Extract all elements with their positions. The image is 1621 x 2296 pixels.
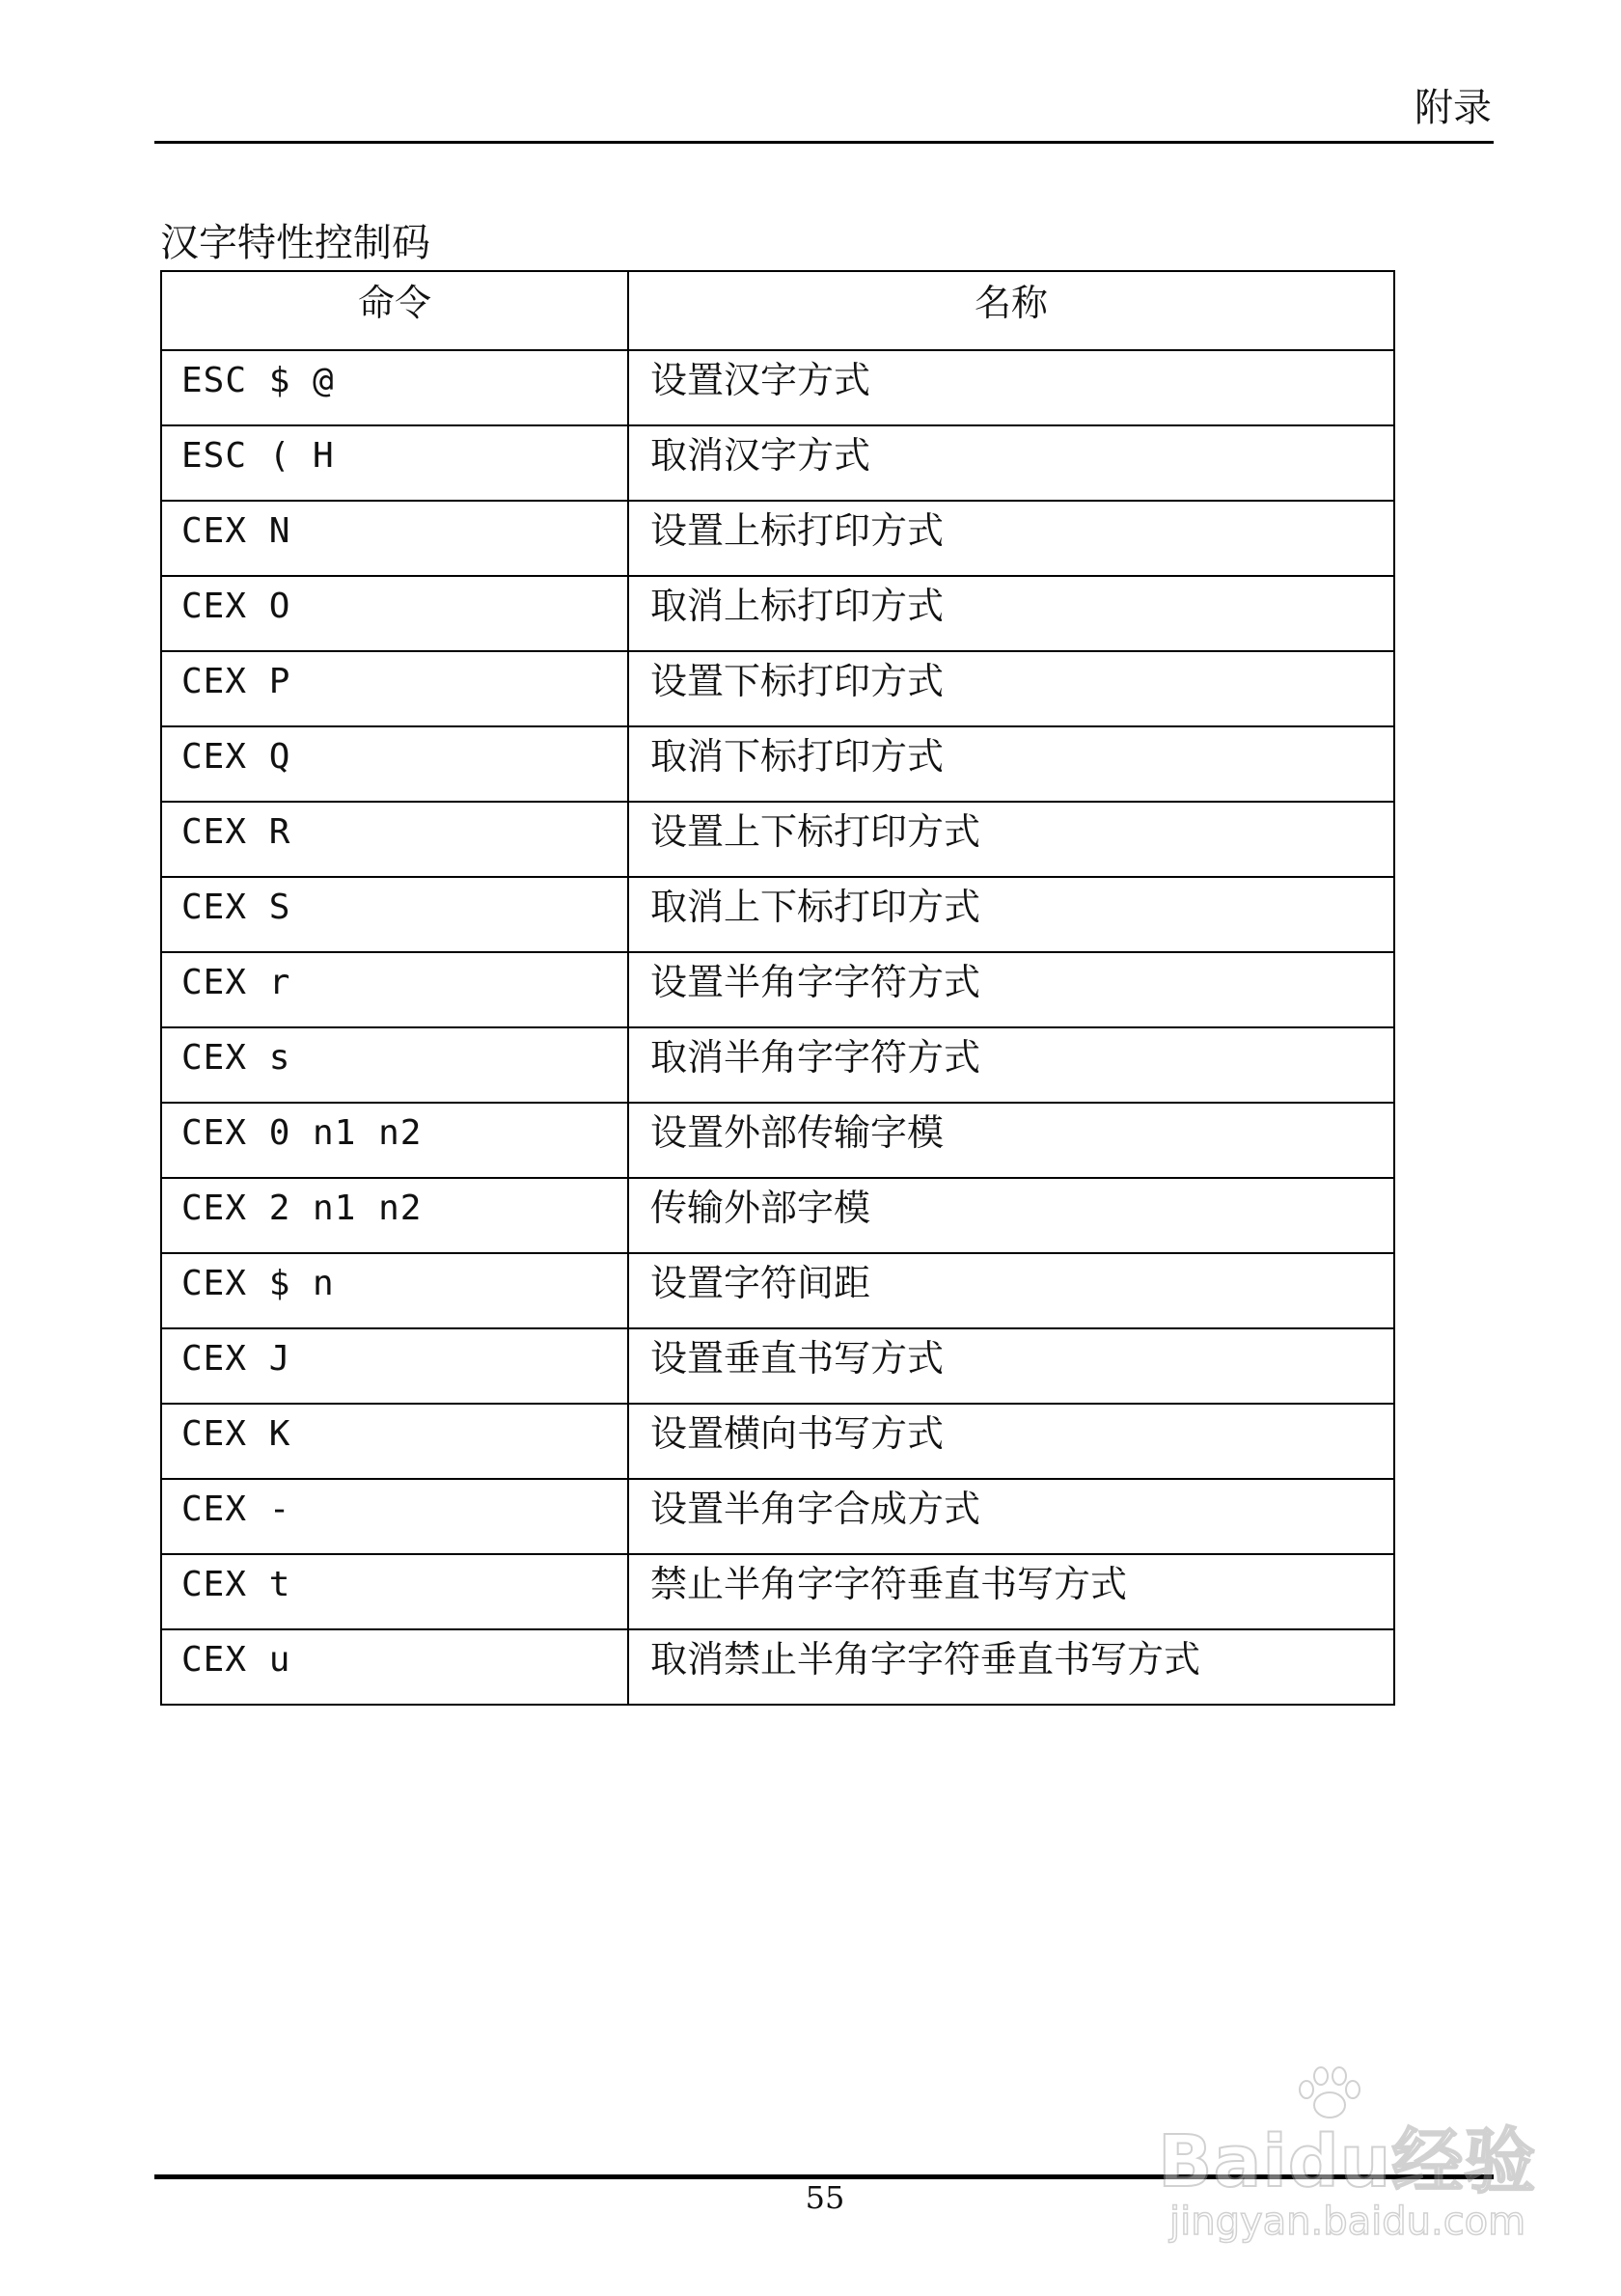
- table-row: [161, 952, 1394, 1027]
- table-row: [161, 425, 1394, 501]
- name-cell: 设置字符间距: [628, 1253, 1394, 1328]
- command-cell: CEX t: [161, 1554, 628, 1629]
- name-cell: 设置半角字字符方式: [628, 952, 1394, 1027]
- command-cell: CEX -: [161, 1479, 628, 1554]
- watermark-url: jingyan.baidu.com: [1169, 2200, 1526, 2244]
- command-cell: CEX O: [161, 576, 628, 651]
- table-row: [161, 350, 1394, 425]
- watermark-logo: [1158, 2064, 1544, 2248]
- table-row: [161, 1554, 1394, 1629]
- name-cell: 传输外部字模: [628, 1178, 1394, 1253]
- command-cell: ESC $ @: [161, 350, 628, 425]
- table-row: [161, 651, 1394, 726]
- table-row: [161, 1178, 1394, 1253]
- header-rule: [154, 141, 1494, 144]
- name-cell: 设置汉字方式: [628, 350, 1394, 425]
- control-code-table: [160, 270, 1395, 1706]
- table-row: [161, 802, 1394, 877]
- table-row: [161, 1328, 1394, 1404]
- column-header-name: 名称: [628, 271, 1394, 350]
- name-cell: 设置外部传输字模: [628, 1103, 1394, 1178]
- name-cell: 取消汉字方式: [628, 425, 1394, 501]
- command-cell: CEX S: [161, 877, 628, 952]
- name-cell: 设置下标打印方式: [628, 651, 1394, 726]
- table-row: [161, 576, 1394, 651]
- command-cell: CEX J: [161, 1328, 628, 1404]
- command-cell: CEX r: [161, 952, 628, 1027]
- name-cell: 设置横向书写方式: [628, 1404, 1394, 1479]
- command-cell: CEX 0 n1 n2: [161, 1103, 628, 1178]
- command-cell: CEX R: [161, 802, 628, 877]
- command-cell: CEX u: [161, 1629, 628, 1705]
- table-row: [161, 1404, 1394, 1479]
- page-number: 55: [805, 2179, 845, 2216]
- running-header: 附录: [1415, 86, 1492, 130]
- command-cell: CEX K: [161, 1404, 628, 1479]
- command-cell: CEX Q: [161, 726, 628, 802]
- table-row: [161, 1027, 1394, 1103]
- command-cell: ESC ( H: [161, 425, 628, 501]
- command-cell: CEX 2 n1 n2: [161, 1178, 628, 1253]
- name-cell: 取消上下标打印方式: [628, 877, 1394, 952]
- table-row: [161, 877, 1394, 952]
- table-row: [161, 501, 1394, 576]
- name-cell: 取消禁止半角字字符垂直书写方式: [628, 1629, 1394, 1705]
- table-header-row: [161, 271, 1394, 350]
- table-row: [161, 726, 1394, 802]
- column-header-command: 命令: [161, 271, 628, 350]
- name-cell: 取消半角字字符方式: [628, 1027, 1394, 1103]
- name-cell: 设置上标打印方式: [628, 501, 1394, 576]
- command-cell: CEX $ n: [161, 1253, 628, 1328]
- table-row: [161, 1253, 1394, 1328]
- name-cell: 禁止半角字字符垂直书写方式: [628, 1554, 1394, 1629]
- watermark-brand: Baidu经验: [1158, 2120, 1537, 2203]
- name-cell: 取消上标打印方式: [628, 576, 1394, 651]
- name-cell: 设置上下标打印方式: [628, 802, 1394, 877]
- table-row: [161, 1629, 1394, 1705]
- name-cell: 设置半角字合成方式: [628, 1479, 1394, 1554]
- command-cell: CEX N: [161, 501, 628, 576]
- command-cell: CEX P: [161, 651, 628, 726]
- section-title: 汉字特性控制码: [160, 221, 430, 265]
- command-cell: CEX s: [161, 1027, 628, 1103]
- table-row: [161, 1479, 1394, 1554]
- table-row: [161, 1103, 1394, 1178]
- name-cell: 取消下标打印方式: [628, 726, 1394, 802]
- name-cell: 设置垂直书写方式: [628, 1328, 1394, 1404]
